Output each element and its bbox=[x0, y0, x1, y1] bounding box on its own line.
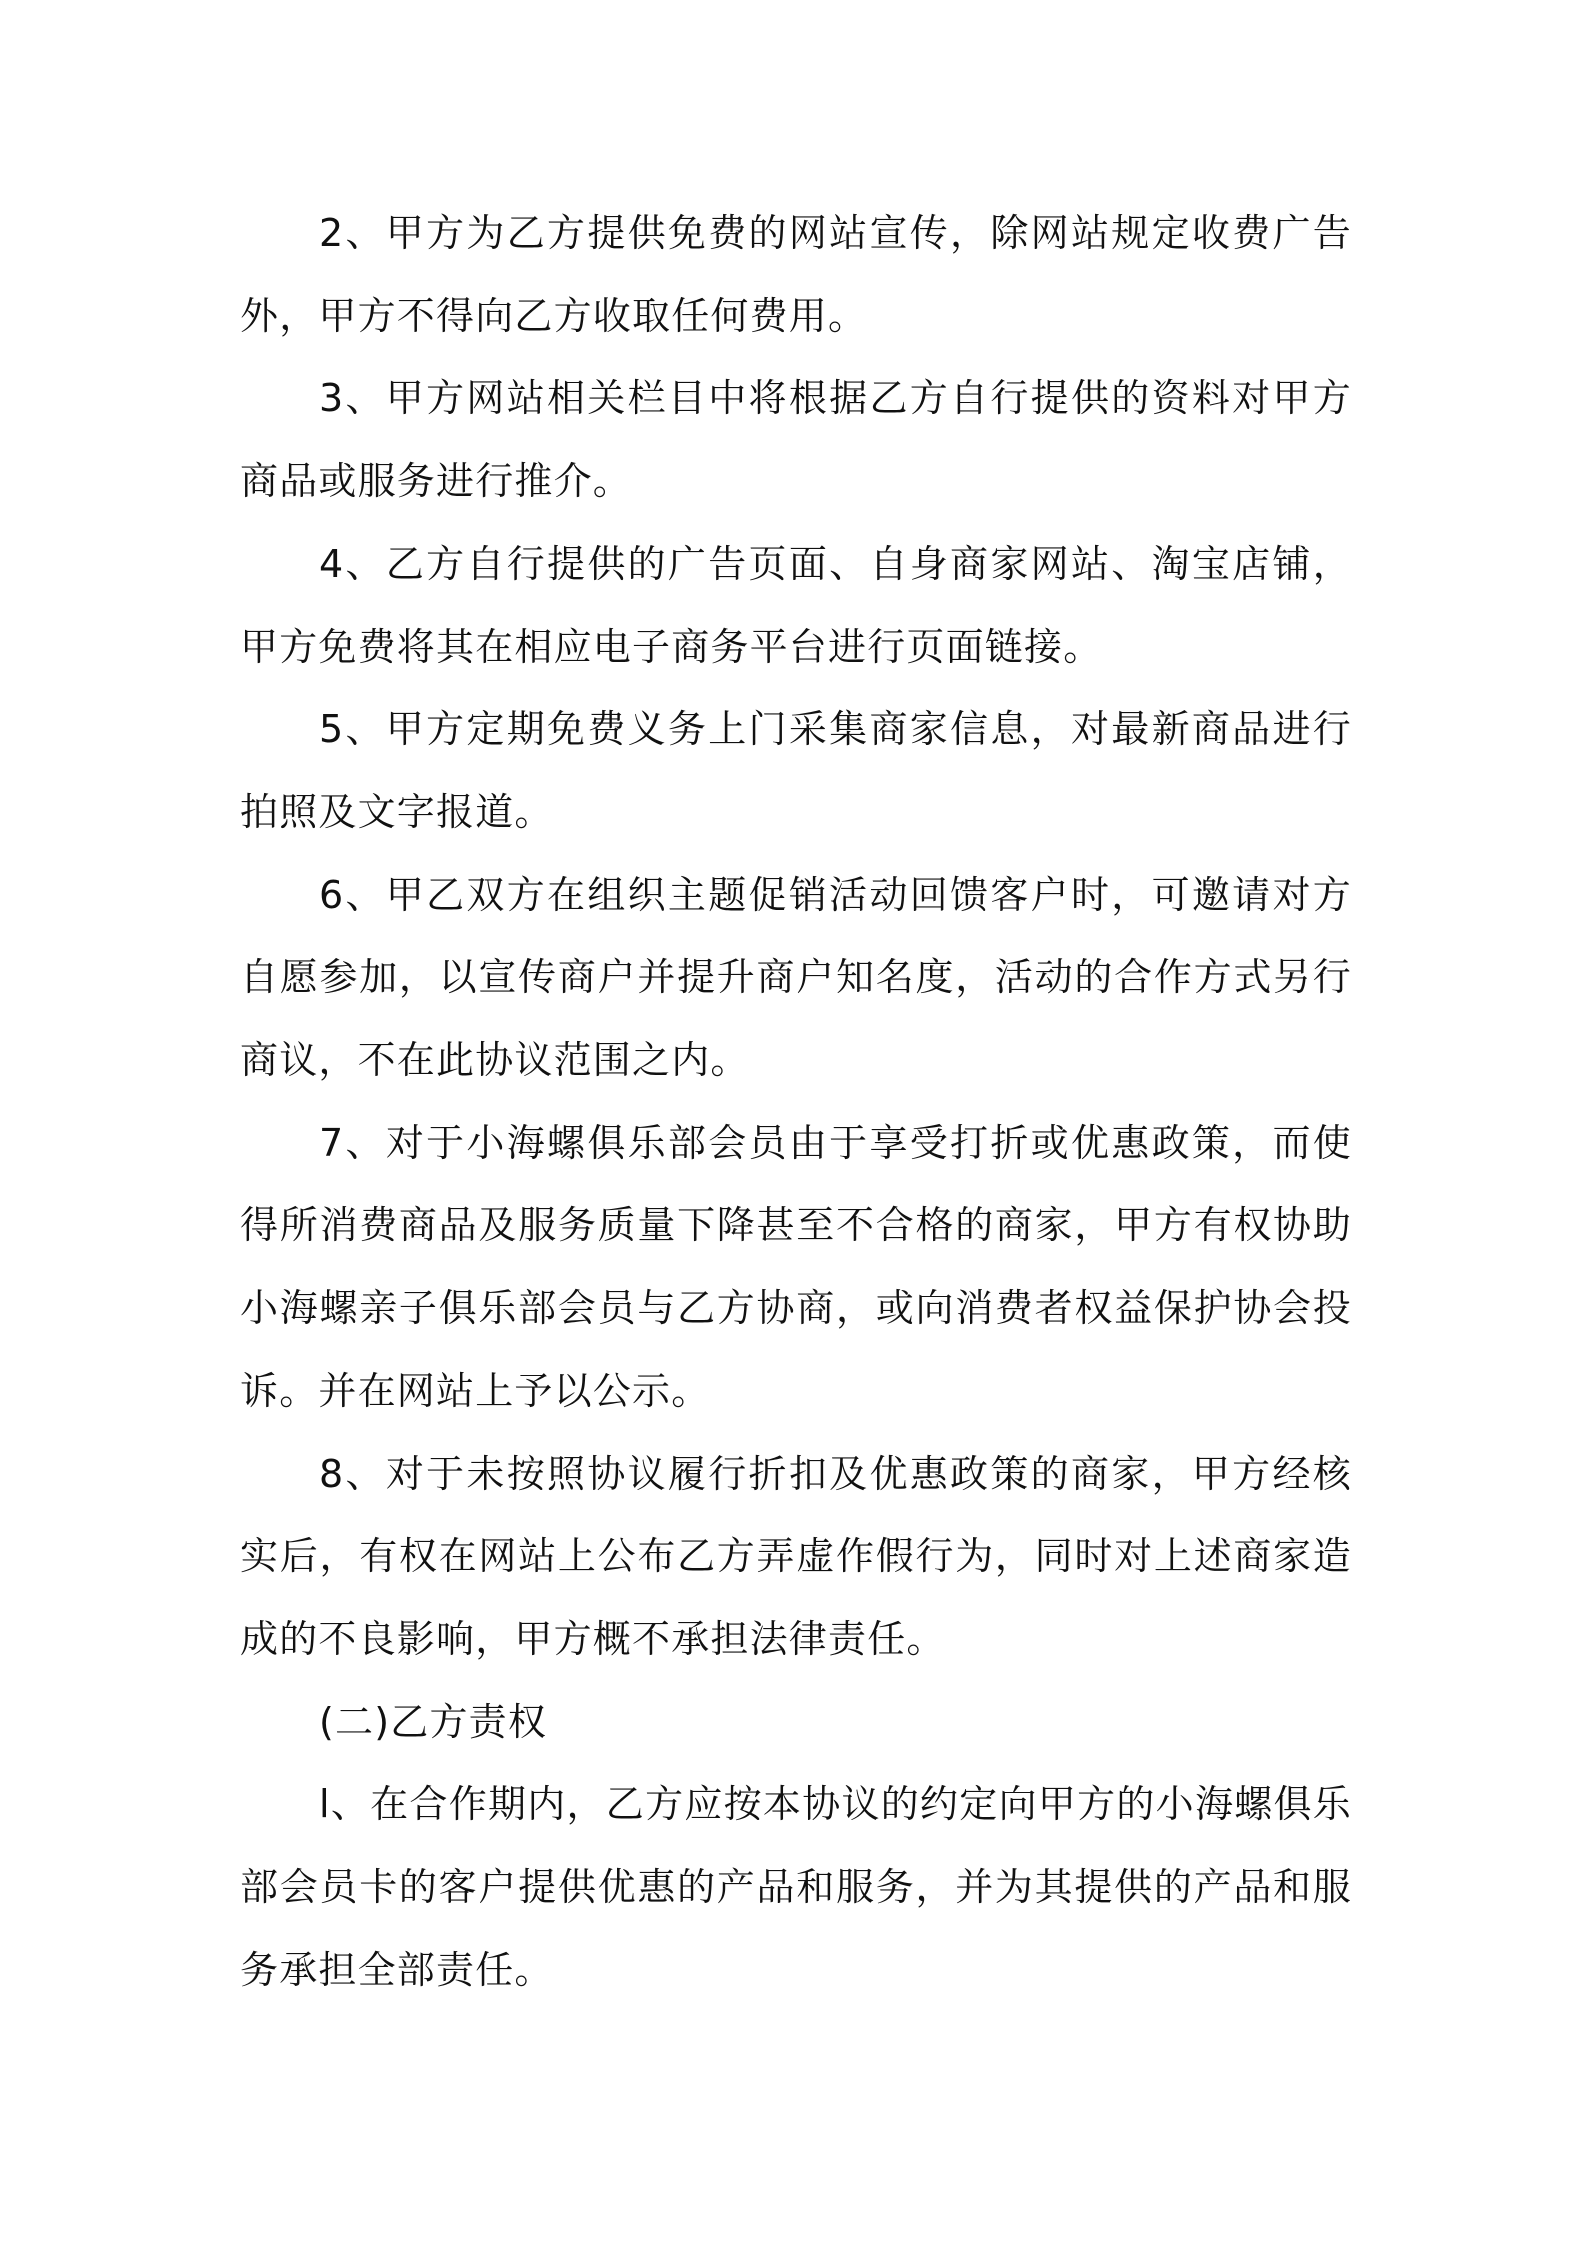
clause-7: 7、对于小海螺俱乐部会员由于享受打折或优惠政策，而使得所消费商品及服务质量下降甚至不合格的商家，甲方有权协助小海螺亲子俱乐部会员与乙方协商，或向消费者权益保护协会投诉。并在网站上予以公示。 bbox=[240, 1120, 1352, 1413]
clause-3: 3、甲方网站相关栏目中将根据乙方自行提供的资料对甲方商品或服务进行推介。 bbox=[240, 376, 1352, 504]
clause-5: 5、甲方定期免费义务上门采集商家信息，对最新商品进行拍照及文字报道。 bbox=[240, 707, 1352, 834]
document-body bbox=[240, 192, 1352, 2011]
section-heading-party-b: (二)乙方责权 bbox=[319, 1699, 548, 1744]
clause-2: 2、甲方为乙方提供免费的网站宣传，除网站规定收费广告外，甲方不得向乙方收取任何费用。 bbox=[240, 211, 1352, 338]
clause-8: 8、对于未按照协议履行折扣及优惠政策的商家，甲方经核实后，有权在网站上公布乙方弄虚作假行为，同时对上述商家造成的不良影响，甲方概不承担法律责任。 bbox=[240, 1451, 1352, 1661]
clause-4: 4、乙方自行提供的广告页面、自身商家网站、淘宝店铺，甲方免费将其在相应电子商务平台进行页面链接。 bbox=[240, 541, 1352, 669]
clause-6: 6、甲乙双方在组织主题促销活动回馈客户时，可邀请对方自愿参加，以宣传商户并提升商户知名度，活动的合作方式另行商议，不在此协议范围之内。 bbox=[240, 872, 1352, 1083]
party-b-clause-1: l、在合作期内，乙方应按本协议的约定向甲方的小海螺俱乐部会员卡的客户提供优惠的产品和服务，并为其提供的产品和服务承担全部责任。 bbox=[240, 1782, 1352, 1992]
